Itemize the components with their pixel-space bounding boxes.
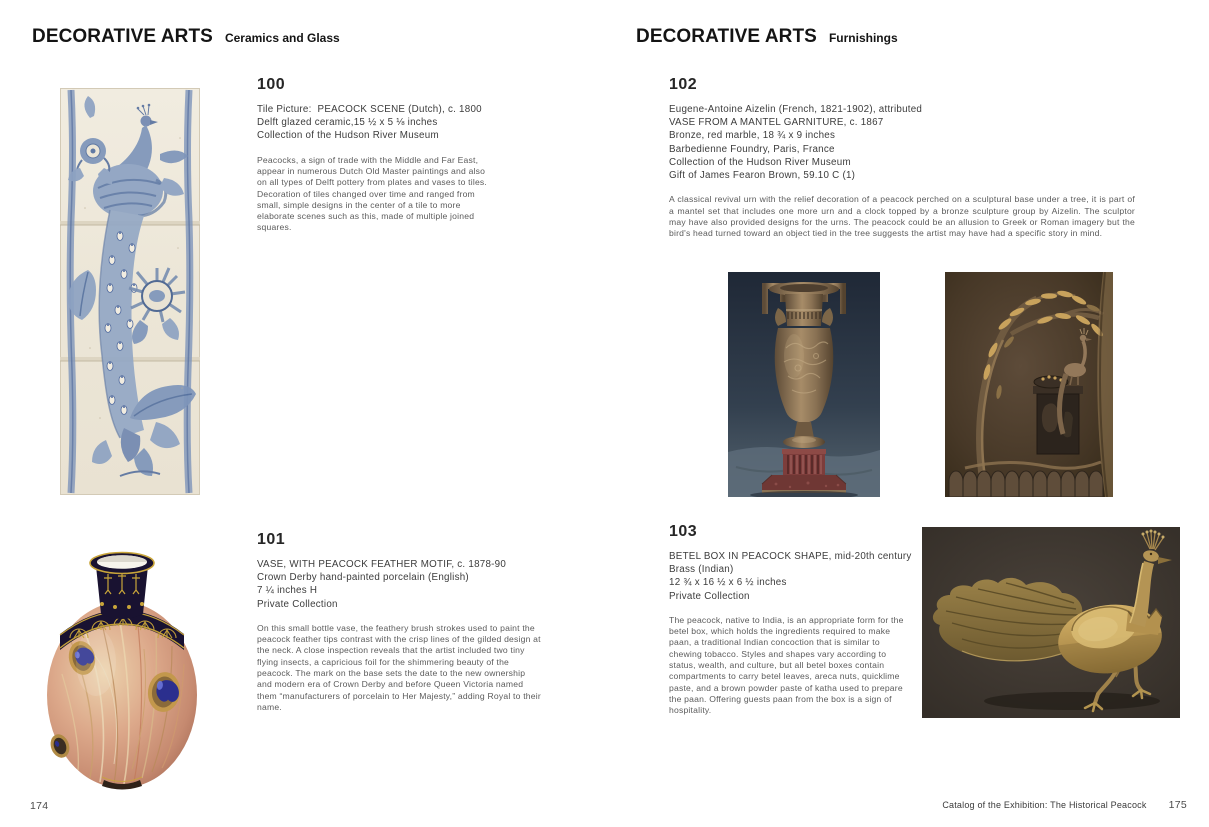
betel-box-photo <box>922 527 1180 718</box>
right-page-subtitle: Furnishings <box>828 31 898 45</box>
page-number-left: 174 <box>30 800 49 812</box>
left-page-title: DECORATIVE ARTS <box>32 26 213 47</box>
footer-caption: Catalog of the Exhibition: The Historical Peacock <box>942 800 1147 810</box>
catalog-entry-100 <box>257 76 509 234</box>
left-page-header <box>32 26 340 48</box>
catalog-entry-102 <box>669 76 1141 239</box>
tombstone-line: Gift of James Fearon Brown, 59.10 C (1) <box>669 170 856 182</box>
tombstone-line: BETEL BOX IN PEACOCK SHAPE, mid-20th century <box>669 551 912 562</box>
tile-picture-image <box>60 88 200 495</box>
item-number: 101 <box>257 531 286 548</box>
tombstone-line: Brass (Indian) <box>669 564 734 576</box>
tombstone-line: Crown Derby hand-painted porcelain (English) <box>257 572 469 584</box>
tombstone-line: 12 ¾ x 16 ½ x 6 ½ inches <box>669 577 787 589</box>
betel-box-image <box>922 527 1180 718</box>
tile-picture-illustration <box>60 88 200 495</box>
peacock-vase-image <box>44 534 204 792</box>
urn-relief-photo <box>945 272 1113 497</box>
catalog-entry-101 <box>257 531 547 713</box>
peacock-vase-illustration <box>44 534 204 792</box>
tombstone-line: Barbedienne Foundry, Paris, France <box>669 143 835 155</box>
tombstone-line: 7 ¼ inches H <box>257 585 318 597</box>
tombstone-line: Eugene-Antoine Aizelin (French, 1821-1902), attributed <box>669 104 923 115</box>
tombstone-line: Collection of the Hudson River Museum <box>669 156 851 168</box>
item-description: On this small bottle vase, the feathery brush strokes used to paint the peacock feather tips contrast with the crisp lines of the gilded design at the neck. A close inspection reveals that the artist included two tiny flying insects, a capricious foil for the shimmering beauty of the peacock. The mark on the base sets the date to the new ownership and modern era of Crown Derby and before Queen Victoria named them “manufacturers of porcelain to Her Majesty,” adding Royal to their name. <box>257 622 541 712</box>
tombstone-line: Collection of the Hudson River Museum <box>257 130 439 142</box>
catalog-entry-103 <box>669 523 921 716</box>
right-page-footer <box>897 799 1187 811</box>
tombstone-line: Bronze, red marble, 18 ¾ x 9 inches <box>669 130 836 142</box>
tombstone-line: Private Collection <box>257 598 338 610</box>
left-page-subtitle: Ceramics and Glass <box>224 31 340 45</box>
urn-relief-detail-image <box>945 272 1113 497</box>
right-page-header <box>636 26 898 48</box>
bronze-urn-photo <box>728 272 880 497</box>
item-description: Peacocks, a sign of trade with the Middle and Far East, appear in numerous Dutch Old Master paintings and also on all types of Delft pottery from plates and vases to tiles. Decoration of tiles changed over time and ranged from small, simple designs in the center of a tile to more elaborate scenes such as this, made of multiple joined squares. <box>257 154 488 233</box>
item-number: 102 <box>669 76 698 93</box>
item-number: 103 <box>669 523 698 540</box>
tombstone-line: VASE, WITH PEACOCK FEATHER MOTIF, c. 1878-90 <box>257 559 507 570</box>
tombstone-line: Private Collection <box>669 590 750 602</box>
page-number-right: 175 <box>1168 799 1187 811</box>
item-description: The peacock, native to India, is an appropriate form for the betel box, which holds the ingredients required to make paan, a traditional Indian concoction that is similar to chewing tobacco. Styles and shapes vary according to status, wealth, and culture, but all betel boxes contain compartments to carry betel leaves, areca nuts, quicklime paste, and a brown powder paste of katha used to prepare the paan. Offering guests paan from the box is a sign of hospitality. <box>669 614 904 716</box>
item-number: 100 <box>257 76 286 93</box>
bronze-urn-image <box>728 272 880 497</box>
right-page-title: DECORATIVE ARTS <box>636 26 817 47</box>
tombstone-line: Delft glazed ceramic,15 ½ x 5 ⅛ inches <box>257 117 438 129</box>
tombstone-line: Tile Picture: PEACOCK SCENE (Dutch), c. 1800 <box>257 104 482 115</box>
tombstone-line: VASE FROM A MANTEL GARNITURE, c. 1867 <box>669 117 884 129</box>
item-description: A classical revival urn with the relief decoration of a peacock perched on a sculptural base under a tree, it is part of a mantel set that includes one more urn and a clock topped by a bronze sculpture group by Aizelin. The sculptor may have also provided designs for the urns. The peacock could be an allusion to Greek or Roman imagery but the bird's head turned toward an object tied in the tree suggests the artist may have had a specific story in mind. <box>669 194 1135 239</box>
